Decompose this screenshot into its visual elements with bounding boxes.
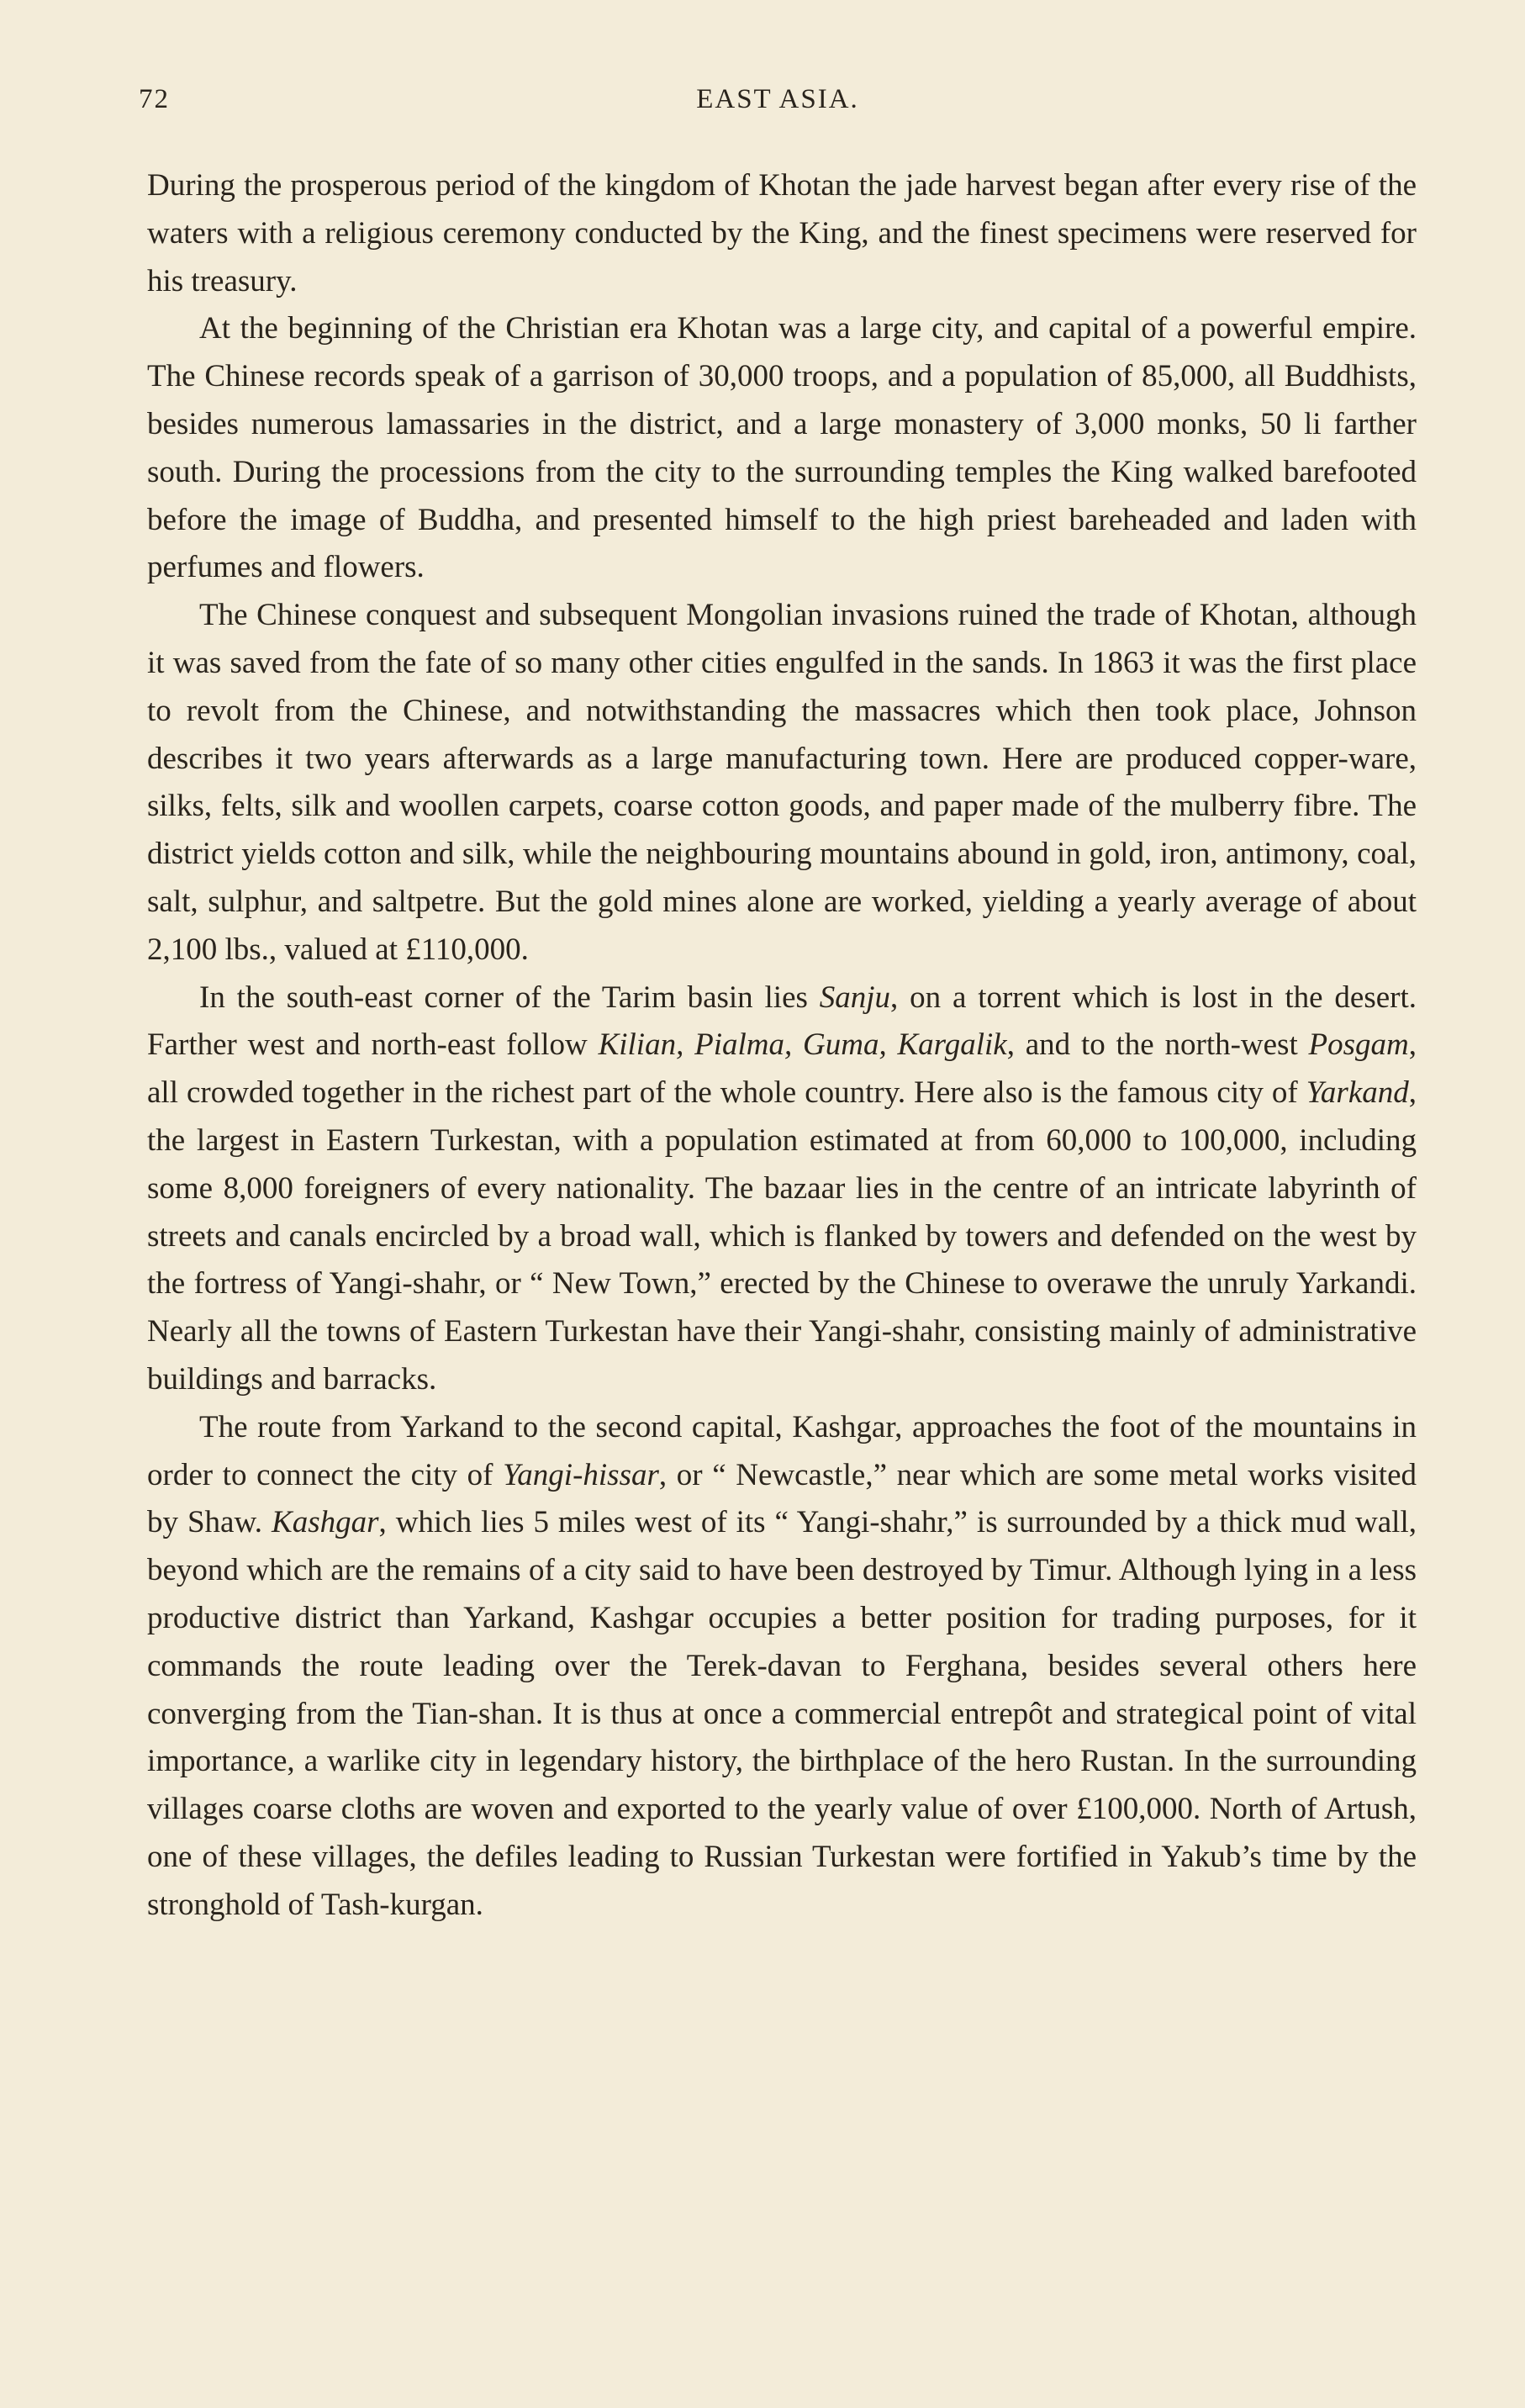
place-name-yarkand: Yarkand [1306,1075,1409,1111]
paragraph-khotan-empire [147,305,1417,592]
page-header [139,84,1417,126]
page-number: 72 [139,84,170,114]
paragraph-text: The Chinese conquest and subsequent Mongolian invasions ruined the trade of Khotan, although it was saved from the fate of so many other cities engulfed in the sands. In 1863 it was the first place to revolt from the Chinese, and notwithstanding the massacres which then took place, Johnson describes it two years afterwards as a large manufacturing town. Here are produced copper-ware, silks, felts, silk and woollen carpets, coarse cotton goods, and paper made of the mulberry fibre. The district yields cotton and silk, while the neighbouring mountains abound in gold, iron, antimony, coal, salt, sulphur, and saltpetre. But the gold mines alone are worked, yielding a yearly average of about 2,100 lbs., valued at £110,000. [147,598,1417,967]
paragraph-text: , all crowded together in the richest part of the whole country. Here also is the famous city of [147,1027,1417,1111]
place-name-sanju: Sanju [819,980,891,1015]
paragraph-text: At the beginning of the Christian era Khotan was a large city, and capital of a powerful empire. The Chinese records speak of a garrison of 30,000 troops, and a population of 85,000, all Buddhists, besides numerous lamassaries in the district, and a large monastery of 3,000 monks, 50 li farther south. During the processions from the city to the surrounding temples the King walked barefooted before the image of Buddha, and presented himself to the high priest bareheaded and laden with perfumes and flowers. [147,311,1417,585]
paragraph-text: , and to the north-west [1006,1027,1309,1063]
place-name-posgam: Posgam [1308,1027,1409,1063]
place-name-kashgar: Kashgar [272,1505,379,1540]
paragraph-kashgar [147,1404,1417,1930]
paragraph-text: During the prosperous period of the kingdom of Khotan the jade harvest began after every rise of the waters with a religious ceremony conducted by the King, and the finest specimens were reserved for his treasury. [147,168,1417,298]
paragraph-text: The route from Yarkand to the second capital, Kashgar, approaches the foot of the mountains in order to connect the city of [147,1409,1417,1492]
paragraph-text: , on a torrent which is lost in the desert. Farther west and north-east follow [147,980,1417,1063]
paragraph-text: , which lies 5 miles west of its “ Yangi-shahr,” is surrounded by a thick mud wall, beyond which are the remains of a city said to have been destroyed by Timur. Although lying in a less productive district than Yarkand, Kashgar occupies a better position for trading purposes, for it commands the route leading over the Terek-davan to Ferghana, besides several others here converging from the Tian-shan. It is thus at once a commercial entrepôt and strategical point of vital importance, a warlike city in legendary history, the birthplace of the hero Rustan. In the surrounding villages coarse cloths are woven and exported to the yearly value of over £100,000. North of Artush, one of these villages, the defiles leading to Russian Turkestan were fortified in Yakub’s time by the stronghold of Tash-kurgan. [147,1505,1417,1922]
body-text [147,162,1417,1929]
paragraph-text: , the largest in Eastern Turkestan, with a population estimated at from 60,000 to 100,000, including some 8,000 foreigners of every nationality. The bazaar lies in the centre of an intricate labyrinth of streets and canals encircled by a broad wall, which is flanked by towers and defended on the west by the fortress of Yangi-shahr, or “ New Town,” erected by the Chinese to overawe the unruly Yarkandi. Nearly all the towns of Eastern Turkestan have their Yangi-shahr, consisting mainly of administrative buildings and barracks. [147,1075,1417,1397]
place-names-kilian-group: Kilian, Pialma, Guma, Kargalik [598,1027,1007,1063]
paragraph-khotan-trade [147,592,1417,974]
place-name-yangi-hissar: Yangi-hissar [503,1457,659,1492]
paragraph-jade-harvest [147,162,1417,305]
paragraph-text: , or “ Newcastle,” near which are some metal works visited by Shaw. [147,1457,1417,1540]
running-head: EAST ASIA. [696,84,859,114]
paragraph-text: In the south-east corner of the Tarim basin lies [199,980,820,1015]
paragraph-tarim-towns [147,974,1417,1404]
